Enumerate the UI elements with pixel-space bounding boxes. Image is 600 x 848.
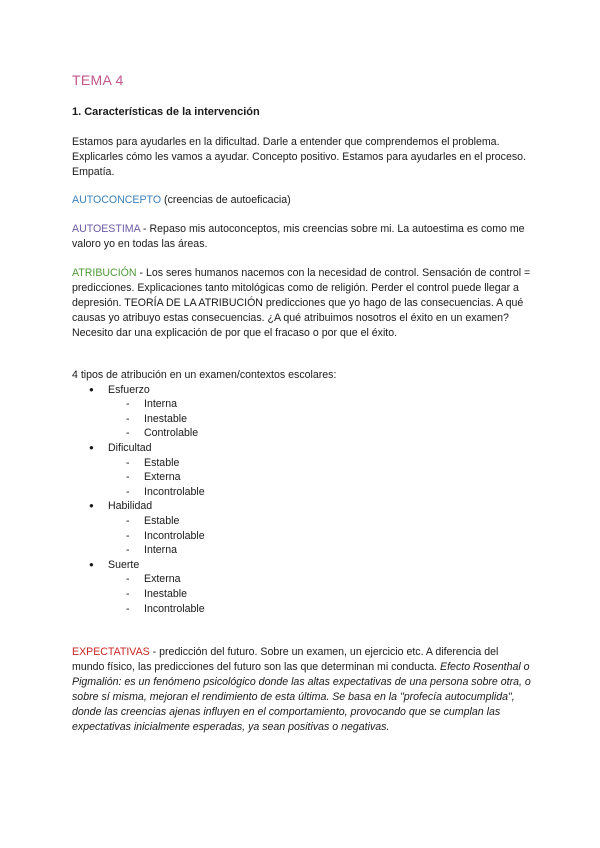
autoestima-term: AUTOESTIMA xyxy=(72,223,141,235)
expectativas-text: - predicción del futuro. Sobre un examen, un ejercicio etc. A diferencia del mundo físico, las predicciones del futuro son las que determinan mi conducta. xyxy=(72,646,499,673)
sub-list-item: - Externa xyxy=(72,470,532,485)
intro-paragraph: Estamos para ayudarles en la dificultad. Darle a entender que comprendemos el problema. Explicarles cómo les vamos a ayudar. Concepto positivo. Estamos para ayudarles en el proceso. Empatía. xyxy=(72,136,526,178)
autoestima-paragraph xyxy=(72,222,532,252)
sub-list-item: - Inestable xyxy=(72,412,532,427)
list-item: ● Esfuerzo xyxy=(72,383,532,398)
expectativas-paragraph xyxy=(72,645,532,735)
atribucion-text: - Los seres humanos nacemos con la necesidad de control. Sensación de control = predicciones. Explicaciones tanto mitológicas como de religión. Perder el control puede llegar a depresión. TEORÍA DE LA ATRIBUCIÓN predicciones que yo hago de las consecuencias. A qué causas yo atribuyo estas consecuencias. ¿A qué atribuimos nosotros el éxito en un examen? Necesito dar una explicación de por que el fracaso o por que el éxito. xyxy=(72,267,531,339)
expectativas-term: EXPECTATIVAS xyxy=(72,646,150,658)
sub-list-item: - Controlable xyxy=(72,426,532,441)
page-title: TEMA 4 xyxy=(72,72,124,88)
sub-list-item: - Incontrolable xyxy=(72,602,532,617)
atribucion-paragraph xyxy=(72,266,532,341)
sub-list-item: - Inestable xyxy=(72,587,532,602)
sub-list-item: - Interna xyxy=(72,543,532,558)
list-item: ● Suerte xyxy=(72,558,532,573)
sub-list-item: - Incontrolable xyxy=(72,529,532,544)
sub-list-item: - Estable xyxy=(72,514,532,529)
sub-list-item: - Estable xyxy=(72,456,532,471)
autoconcepto-text: (creencias de autoeficacia) xyxy=(161,194,291,206)
autoconcepto-term: AUTOCONCEPTO xyxy=(72,194,162,206)
list-title: 4 tipos de atribución en un examen/contextos escolares: xyxy=(72,369,337,381)
section-heading: 1. Características de la intervención xyxy=(72,106,260,118)
attribution-types-list xyxy=(72,368,532,616)
expectativas-italic-text: Efecto Rosenthal o Pigmalión: es un fenómeno psicológico donde las altas expectativas de una persona sobre otra, o sobre sí misma, mejoran el rendimiento de esta última. Se basa en la "profecía autocumplida", donde las creencias ajenas influyen en el comportamiento, provocando que se cumplan las expectativas inicialmente esperadas, ya sean positivas o negativas. xyxy=(72,661,531,733)
autoestima-text: - Repaso mis autoconceptos, mis creencias sobre mi. La autoestima es como me valoro yo en todas las áreas. xyxy=(72,223,525,250)
list-item: ● Dificultad xyxy=(72,441,532,456)
atribucion-term: ATRIBUCIÓN xyxy=(72,267,137,279)
autoconcepto-paragraph xyxy=(72,193,532,208)
list-item: ● Habilidad xyxy=(72,499,532,514)
sub-list-item: - Externa xyxy=(72,572,532,587)
sub-list-item: - Interna xyxy=(72,397,532,412)
sub-list-item: - Incontrolable xyxy=(72,485,532,500)
